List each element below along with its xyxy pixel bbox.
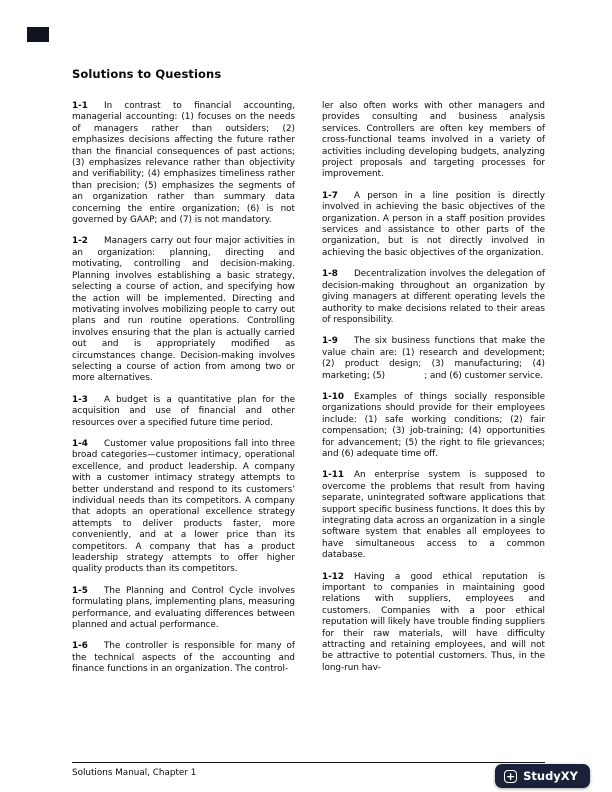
answer-text: The Planning and Control Cycle involves formulating plans, implementing plans, measuring performance, and evaluating differences between planned and actual performance. [72,585,295,631]
answer-paragraph-1-2 [72,236,295,384]
answer-text: An enterprise system is supposed to overcome the problems that result from having separate, unintegrated software applications that support specific business functions. It does this by integrating data across an organization in a single software system that enables all employees to have simultaneous access to a common database. [322,470,545,561]
right-column [322,101,545,686]
answer-text: Decentralization involves the delegation of decision-making throughout an organization by giving managers at different operating levels the authority to make decisions related to their areas of responsibility. [322,269,545,325]
footer-text: Solutions Manual, Chapter 1 [72,768,197,778]
answer-text: Having a good ethical reputation is important to companies in maintaining good relations with suppliers, employees and customers. Companies with a poor ethical reputation will likely have trouble finding suppliers for their raw materials, will have difficulty attracting and retaining employees, and will not be attractive to potential customers. Thus, in the long-run hav- [322,571,545,673]
answer-paragraph-1-3 [72,395,295,429]
question-number: 1-2 [72,236,88,247]
question-number: 1-8 [322,269,338,280]
question-number: 1-1 [72,101,88,111]
question-number: 1-12 [322,571,345,582]
answer-text: Managers carry out four major activities in an organization: planning, directing and motivating, controlling and decision-making. Planning involves establishing a basic strategy, selecting a course of action, and specifying how the action will be implemented. Directing and motivating involves mobilizing people to carry out plans and run routine operations. Controlling involves ensuring that the plan is actually carried out and is appropriately modified as circumstances change. Decision-making involves selecting a course of action from among two or more alternatives. [72,236,295,384]
footer-divider [72,762,545,763]
left-column [72,101,295,686]
page-title: Solutions to Questions [72,67,222,81]
question-number: 1-9 [322,336,338,347]
answer-text: A budget is a quantitative plan for the acquisition and use of financial and other resources over a specified future time period. [72,394,295,428]
answer-paragraph-1-10 [322,392,545,460]
answer-text: A person in a line position is directly involved in achieving the basic objectives of the organization. A person in a staff position provides services and assistance to other parts of the organization, but is not directly involved in achieving the basic objectives of the organization. [322,190,545,258]
answer-text: Customer value propositions fall into three broad categories—customer intimacy, operational excellence, and product leadership. A company with a customer intimacy strategy attempts to better understand and respond to its customers’ individual needs than its competitors. A company that adopts an operational excellence strategy attempts to deliver products faster, more conveniently, and at a lower price than its competitors. A company that has a product leadership strategy attempts to offer higher quality products than its competitors. [72,438,295,575]
answer-paragraph-1-1 [72,101,295,226]
question-number: 1-7 [322,190,338,201]
question-number: 1-4 [72,438,88,449]
answer-text: In contrast to financial accounting, managerial accounting: (1) focuses on the needs of managers rather than outsiders; (2) emphasizes decisions affecting the future rather than the financial consequences of past actions; (3) emphasizes relevance rather than objectivity and verifiability; (4) emphasizes timeliness rather than precision; (5) emphasizes the segments of an organization rather than summary data concerning the entire organization; (6) is not governed by GAAP; and (7) is not mandatory. [72,101,295,226]
answer-paragraph-1-12 [322,572,545,675]
answer-paragraph-1-4 [72,439,295,576]
answer-paragraph-1-9 [322,336,545,382]
answer-paragraph-1-6 [72,641,295,675]
answer-paragraph-1-8 [322,269,545,326]
answer-paragraph-1-11 [322,470,545,561]
answer-text: The controller is responsible for many of the technical aspects of the accounting and finance functions in an organization. The control- [72,641,295,675]
answer-paragraph-1-5 [72,586,295,632]
question-number: 1-10 [322,391,345,402]
answer-text: ler also often works with other managers and provides consulting and business analysis services. Controllers are often key members of cross-functional teams involved in a variety of activities including developing budgets, analyzing project proposals and targeting processes for improvement. [322,101,545,180]
question-number: 1-3 [72,394,88,405]
answer-paragraph-1-6-continued [322,101,545,181]
answer-text: The six business functions that make the value chain are: (1) research and development; (2) product design; (3) manufacturing; (4) marketing; (5) ; and (6) customer service. [322,336,545,381]
answer-text: Examples of things socially responsible organizations should provide for their employees include: (1) safe working conditions; (2) fair compensation; (3) job-training; (4) opportunities for advancement; (5) the right to file grievances; and (6) adequate time off. [322,391,545,459]
question-number: 1-11 [322,470,345,481]
question-number: 1-6 [72,641,88,652]
corner-logo-mark [27,27,49,42]
two-column-body [72,101,545,686]
studyxy-badge[interactable] [495,764,590,788]
answer-paragraph-1-7 [322,191,545,259]
brand-name: StudyXY [523,769,578,783]
question-number: 1-5 [72,585,88,596]
plus-icon: + [506,769,516,783]
